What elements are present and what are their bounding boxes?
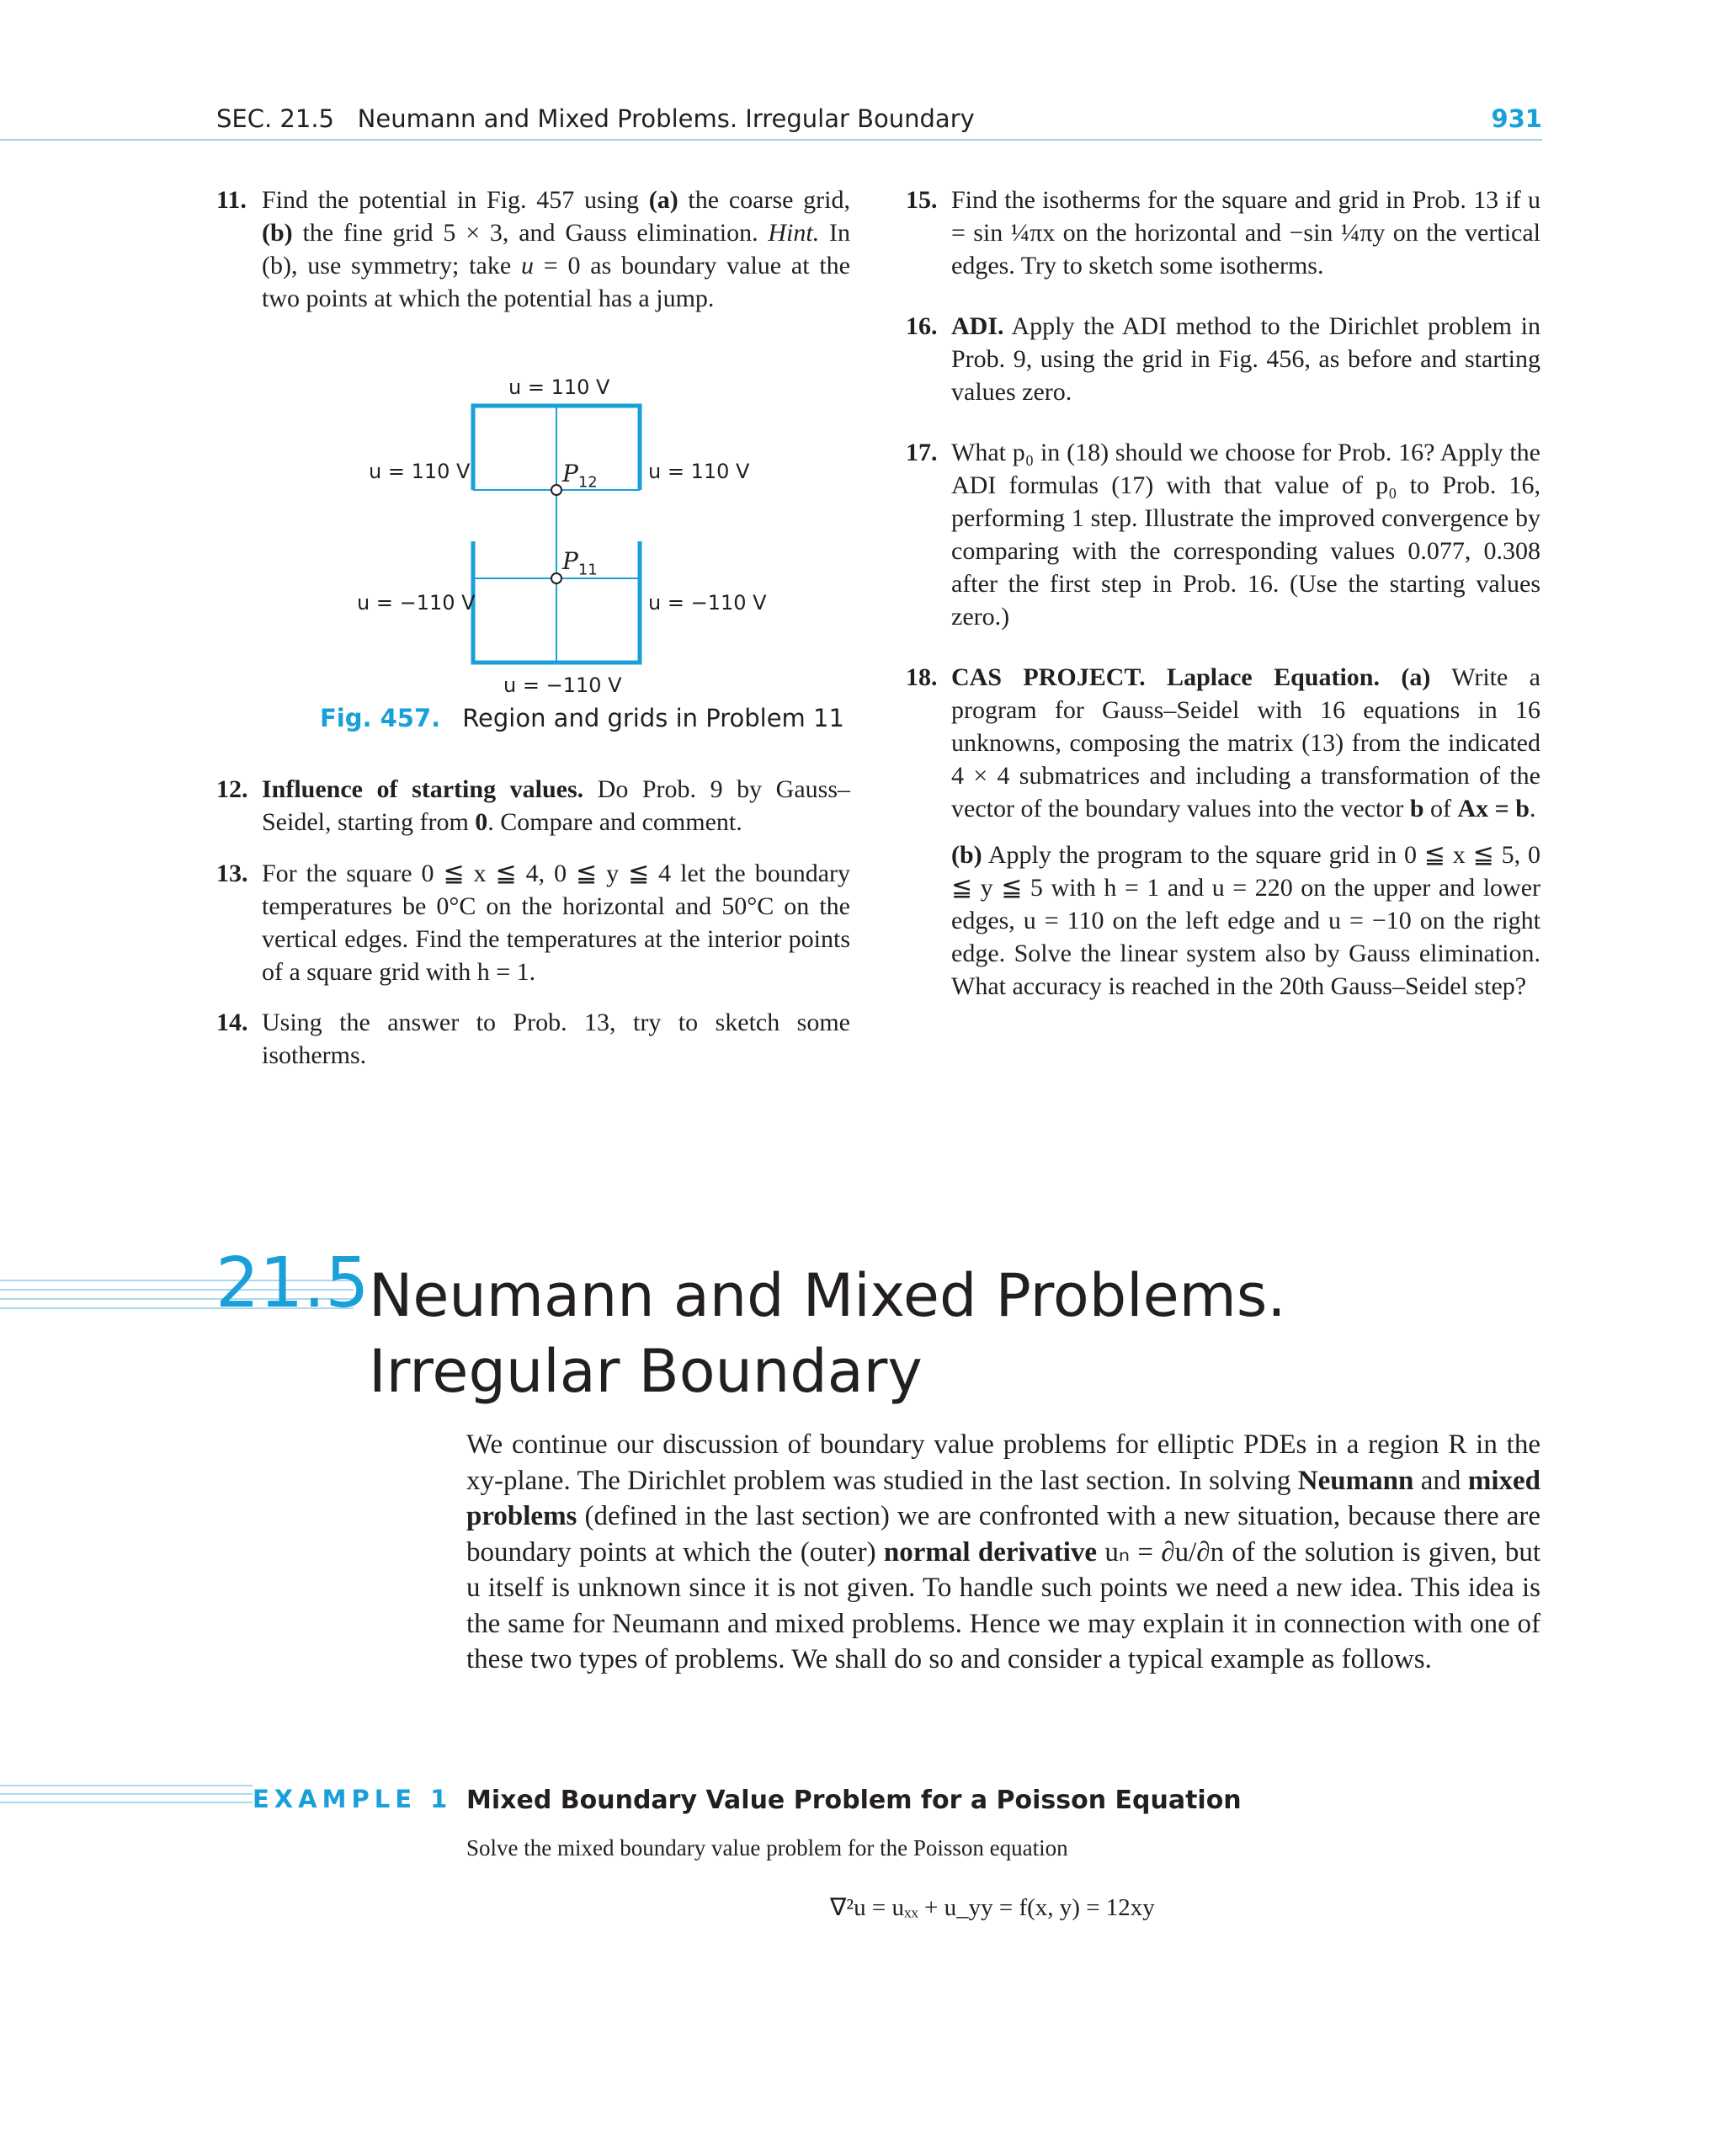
intro-paragraph: We continue our discussion of boundary value problems for elliptic PDEs in a region R in the xy-plane. The Dirichlet problem was studied in the last section. In solving Neumann and mixed problems (defined in the last section) we are confronted with a new situation, because there are boundary points at which the (outer) normal derivative uₙ = ∂u/∂n of the solution is given, but u itself is unknown since it is not given. To handle such points we need a new idea. This idea is the same for Neumann and mixed problems. Hence we may explain it in connection with one of these two types of problems. We shall do so and consider a typical example as follows. xyxy=(466,1429,1540,1674)
problem-15: 15. Find the isotherms for the square and grid in Prob. 13 if u = sin ¼πx on the horizontal and −sin ¼πy on the vertical edges. Try to sketch some isotherms. xyxy=(906,184,1540,282)
page-number: 931 xyxy=(1491,104,1542,133)
problem-11: 11. Find the potential in Fig. 457 using (a) the coarse grid, (b) the fine grid 5 × 3, and Gauss elimination. Hint. In (b), use symmetry; take u = 0 as boundary value at the two points at which the potential has a jump. xyxy=(216,184,850,315)
problem-number: 16. xyxy=(906,312,938,340)
header-section: SEC. 21.5 xyxy=(216,104,334,133)
example-title: Mixed Boundary Value Problem for a Poisson Equation xyxy=(466,1786,1242,1815)
region-grid-figure xyxy=(455,396,657,682)
problem-17: 17. What p₀ in (18) should we choose for Prob. 16? Apply the ADI formulas (17) with that value of p₀ to Prob. 16, performing 1 step. Illustrate the improved convergence by comparing with the corresponding values 0.077, 0.308 after the first step in Prob. 16. (Use the starting values zero.) xyxy=(906,436,1540,633)
problem-number: 11. xyxy=(216,186,247,214)
problem-16: 16. ADI. Apply the ADI method to the Dirichlet problem in Prob. 9, using the grid in Fig. 456, as before and starting values zero. xyxy=(906,310,1540,408)
label-bottom: u = −110 V xyxy=(503,673,622,697)
example-label: EXAMPLE 1 xyxy=(253,1785,460,1813)
label-top: u = 110 V xyxy=(508,375,610,399)
problem-18: 18. CAS PROJECT. Laplace Equation. (a) Write a program for Gauss–Seidel with 16 equations in 16 unknowns, composing the matrix (13) from the indicated 4 × 4 submatrices and including a transformation of the vector of the boundary values into the vector b of Ax = b. (b) Apply the program to the square grid in 0 ≦ x ≦ 5, 0 ≦ y ≦ 5 with h = 1 and u = 220 on the upper and lower edges, u = 110 on the left edge and u = −10 on the right edge. Solve the linear system also by Gauss elimination. What accuracy is reached in the 20th Gauss–Seidel step? xyxy=(906,661,1540,1003)
section-number: 21.5 xyxy=(216,1243,370,1323)
label-p12: $P_{12}$ xyxy=(562,460,598,492)
problem-number: 14. xyxy=(216,1009,248,1036)
label-left-upper: u = 110 V xyxy=(369,460,471,483)
figure-number: Fig. 457. xyxy=(320,704,441,732)
figure-caption xyxy=(320,704,844,732)
example-text: Solve the mixed boundary value problem for the Poisson equation xyxy=(466,1835,1068,1861)
problem-number: 15. xyxy=(906,186,938,214)
poisson-equation: ∇²u = uₓₓ + u_yy = f(x, y) = 12xy xyxy=(830,1894,1155,1921)
section-title: Neumann and Mixed Problems. Irregular Boundary xyxy=(369,1261,1286,1406)
problem-12: 12. Influence of starting values. Do Prob. 9 by Gauss–Seidel, starting from 0. Compare and comment. xyxy=(216,773,850,838)
grid-lines xyxy=(473,406,640,663)
problem-number: 18. xyxy=(906,663,938,691)
header-rule xyxy=(0,139,1542,141)
problem-number: 12. xyxy=(216,775,248,803)
problem-14: 14. Using the answer to Prob. 13, try to sketch some isotherms. xyxy=(216,1006,850,1072)
problem-13: 13. For the square 0 ≦ x ≦ 4, 0 ≦ y ≦ 4 let the boundary temperatures be 0°C on the horizontal and 50°C on the vertical edges. Find the temperatures at the interior points of a square grid with h = 1. xyxy=(216,857,850,988)
label-right-lower: u = −110 V xyxy=(648,591,767,615)
running-header xyxy=(216,104,975,133)
problem-number: 17. xyxy=(906,439,938,466)
header-title: Neumann and Mixed Problems. Irregular Boundary xyxy=(357,104,975,133)
point-p11-marker xyxy=(551,573,561,583)
point-p12-marker xyxy=(551,485,561,495)
problem-number: 13. xyxy=(216,860,248,887)
label-left-lower: u = −110 V xyxy=(357,591,476,615)
label-right-upper: u = 110 V xyxy=(648,460,750,483)
figure-caption-text: Region and grids in Problem 11 xyxy=(462,704,844,732)
label-p11: $P_{11}$ xyxy=(562,547,598,579)
